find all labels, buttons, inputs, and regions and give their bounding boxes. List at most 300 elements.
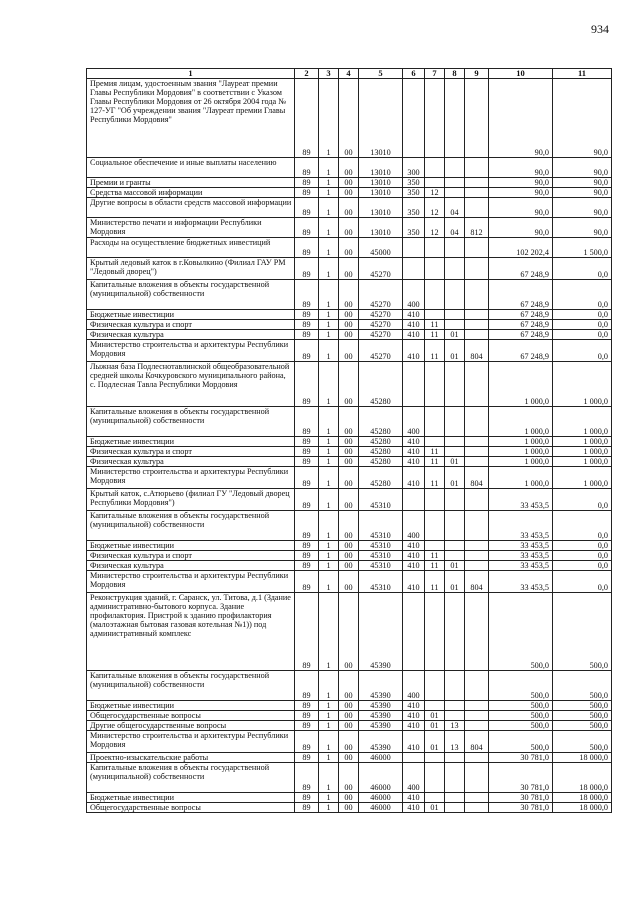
code-gr-main-cell	[465, 593, 489, 671]
code-vr-cell: 410	[403, 721, 425, 731]
amount-10-cell: 30 781,0	[489, 763, 553, 793]
code-target-cell: 46000	[359, 753, 403, 763]
code-4-cell: 00	[339, 593, 359, 671]
code-rz-cell	[425, 671, 445, 701]
code-rz-cell	[425, 793, 445, 803]
code-vr-cell: 410	[403, 571, 425, 593]
amount-11-cell: 1 000,0	[553, 362, 612, 407]
code-target-cell: 45280	[359, 447, 403, 457]
code-target-cell: 45270	[359, 330, 403, 340]
code-gr-cell: 89	[295, 803, 319, 813]
code-3-cell: 1	[319, 158, 339, 178]
amount-10-cell: 1 000,0	[489, 362, 553, 407]
code-gr-main-cell	[465, 803, 489, 813]
code-vr-cell: 410	[403, 561, 425, 571]
code-gr-cell: 89	[295, 407, 319, 437]
amount-11-cell: 500,0	[553, 671, 612, 701]
code-rz-cell: 11	[425, 467, 445, 489]
code-target-cell: 13010	[359, 198, 403, 218]
budget-table	[86, 68, 612, 813]
code-rz-cell	[425, 437, 445, 447]
code-vr-cell	[403, 258, 425, 280]
code-pr-cell: 01	[445, 340, 465, 362]
code-pr-cell	[445, 489, 465, 511]
table-row	[87, 541, 612, 551]
amount-10-cell: 33 453,5	[489, 511, 553, 541]
code-pr-cell	[445, 541, 465, 551]
code-gr-main-cell	[465, 198, 489, 218]
code-pr-cell	[445, 437, 465, 447]
amount-10-cell: 33 453,5	[489, 541, 553, 551]
code-4-cell: 00	[339, 457, 359, 467]
code-target-cell: 45280	[359, 437, 403, 447]
table-row	[87, 763, 612, 793]
code-pr-cell	[445, 310, 465, 320]
code-4-cell: 00	[339, 310, 359, 320]
table-row	[87, 489, 612, 511]
amount-10-cell: 90,0	[489, 188, 553, 198]
code-gr-main-cell: 804	[465, 571, 489, 593]
amount-10-cell: 500,0	[489, 721, 553, 731]
amount-10-cell: 90,0	[489, 158, 553, 178]
table-row	[87, 407, 612, 437]
code-3-cell: 1	[319, 447, 339, 457]
code-gr-main-cell	[465, 320, 489, 330]
code-gr-cell: 89	[295, 571, 319, 593]
row-name-cell: Физическая культура	[87, 457, 295, 467]
amount-10-cell: 67 248,9	[489, 258, 553, 280]
code-gr-main-cell	[465, 711, 489, 721]
amount-11-cell: 0,0	[553, 571, 612, 593]
code-3-cell: 1	[319, 511, 339, 541]
code-4-cell: 00	[339, 79, 359, 158]
code-rz-cell: 01	[425, 711, 445, 721]
code-gr-main-cell	[465, 489, 489, 511]
row-name-cell: Капитальные вложения в объекты государственной (муниципальной) собственности	[87, 407, 295, 437]
code-vr-cell: 350	[403, 178, 425, 188]
code-pr-cell: 01	[445, 561, 465, 571]
code-3-cell: 1	[319, 467, 339, 489]
row-name-cell: Капитальные вложения в объекты государственной (муниципальной) собственности	[87, 511, 295, 541]
code-gr-cell: 89	[295, 457, 319, 467]
code-3-cell: 1	[319, 330, 339, 340]
code-gr-cell: 89	[295, 731, 319, 753]
code-3-cell: 1	[319, 593, 339, 671]
amount-11-cell: 1 000,0	[553, 407, 612, 437]
code-target-cell: 45310	[359, 511, 403, 541]
code-gr-cell: 89	[295, 320, 319, 330]
code-4-cell: 00	[339, 188, 359, 198]
code-4-cell: 00	[339, 561, 359, 571]
code-3-cell: 1	[319, 178, 339, 188]
code-3-cell: 1	[319, 238, 339, 258]
row-name-cell: Физическая культура и спорт	[87, 551, 295, 561]
amount-11-cell: 90,0	[553, 178, 612, 188]
code-vr-cell: 410	[403, 541, 425, 551]
code-gr-cell: 89	[295, 561, 319, 571]
code-3-cell: 1	[319, 218, 339, 238]
code-gr-cell: 89	[295, 763, 319, 793]
amount-11-cell: 500,0	[553, 711, 612, 721]
code-3-cell: 1	[319, 188, 339, 198]
code-rz-cell: 11	[425, 571, 445, 593]
amount-11-cell: 90,0	[553, 188, 612, 198]
row-name-cell: Физическая культура и спорт	[87, 320, 295, 330]
code-vr-cell	[403, 753, 425, 763]
code-4-cell: 00	[339, 258, 359, 280]
header-cell: 7	[425, 69, 445, 79]
code-gr-main-cell	[465, 407, 489, 437]
code-gr-main-cell	[465, 79, 489, 158]
code-gr-main-cell	[465, 362, 489, 407]
code-pr-cell	[445, 158, 465, 178]
code-vr-cell: 410	[403, 310, 425, 320]
code-4-cell: 00	[339, 340, 359, 362]
row-name-cell: Крытый ледовый каток в г.Ковылкино (Филиал ГАУ РМ "Ледовый дворец")	[87, 258, 295, 280]
code-gr-main-cell	[465, 551, 489, 561]
code-gr-cell: 89	[295, 330, 319, 340]
table-row	[87, 447, 612, 457]
code-rz-cell	[425, 753, 445, 763]
code-3-cell: 1	[319, 407, 339, 437]
amount-10-cell: 33 453,5	[489, 571, 553, 593]
row-name-cell: Бюджетные инвестиции	[87, 701, 295, 711]
table-row	[87, 561, 612, 571]
amount-11-cell: 1 000,0	[553, 447, 612, 457]
code-4-cell: 00	[339, 447, 359, 457]
row-name-cell: Физическая культура	[87, 561, 295, 571]
code-rz-cell: 01	[425, 721, 445, 731]
code-target-cell: 45000	[359, 238, 403, 258]
row-name-cell: Министерство строительства и архитектуры Республики Мордовия	[87, 571, 295, 593]
row-name-cell: Общегосударственные вопросы	[87, 711, 295, 721]
code-pr-cell	[445, 551, 465, 561]
code-vr-cell: 300	[403, 158, 425, 178]
amount-10-cell: 1 000,0	[489, 437, 553, 447]
code-target-cell: 46000	[359, 763, 403, 793]
row-name-cell: Физическая культура и спорт	[87, 447, 295, 457]
code-gr-main-cell	[465, 671, 489, 701]
table-row	[87, 320, 612, 330]
amount-10-cell: 1 000,0	[489, 407, 553, 437]
amount-10-cell: 30 781,0	[489, 803, 553, 813]
code-gr-main-cell	[465, 457, 489, 467]
code-target-cell: 13010	[359, 218, 403, 238]
code-4-cell: 00	[339, 671, 359, 701]
table-row	[87, 79, 612, 158]
code-target-cell: 45390	[359, 593, 403, 671]
code-3-cell: 1	[319, 340, 339, 362]
header-cell: 5	[359, 69, 403, 79]
code-3-cell: 1	[319, 803, 339, 813]
code-rz-cell: 11	[425, 340, 445, 362]
code-pr-cell	[445, 793, 465, 803]
amount-10-cell: 67 248,9	[489, 280, 553, 310]
code-gr-main-cell	[465, 541, 489, 551]
code-vr-cell	[403, 593, 425, 671]
code-3-cell: 1	[319, 79, 339, 158]
code-3-cell: 1	[319, 320, 339, 330]
amount-11-cell: 0,0	[553, 330, 612, 340]
amount-11-cell: 18 000,0	[553, 793, 612, 803]
code-target-cell: 45310	[359, 571, 403, 593]
code-pr-cell	[445, 753, 465, 763]
code-target-cell: 13010	[359, 188, 403, 198]
code-rz-cell	[425, 593, 445, 671]
code-4-cell: 00	[339, 711, 359, 721]
table-row	[87, 258, 612, 280]
code-vr-cell: 410	[403, 731, 425, 753]
code-target-cell: 45310	[359, 489, 403, 511]
amount-11-cell: 0,0	[553, 280, 612, 310]
code-pr-cell	[445, 79, 465, 158]
code-4-cell: 00	[339, 511, 359, 541]
code-gr-cell: 89	[295, 198, 319, 218]
code-pr-cell	[445, 178, 465, 188]
code-gr-cell: 89	[295, 79, 319, 158]
code-pr-cell	[445, 511, 465, 541]
code-pr-cell	[445, 701, 465, 711]
code-gr-main-cell	[465, 188, 489, 198]
row-name-cell: Лыжная база Подлеснотавлинской общеобразовательной средней школы Кочкуровского муниципального района, с. Подлесная Тавла Республики Мордовия	[87, 362, 295, 407]
code-4-cell: 00	[339, 330, 359, 340]
code-target-cell: 45310	[359, 561, 403, 571]
table-row	[87, 238, 612, 258]
code-gr-cell: 89	[295, 541, 319, 551]
code-gr-cell: 89	[295, 340, 319, 362]
header-cell: 1	[87, 69, 295, 79]
code-4-cell: 00	[339, 280, 359, 310]
amount-11-cell: 0,0	[553, 258, 612, 280]
code-rz-cell	[425, 238, 445, 258]
code-vr-cell: 410	[403, 467, 425, 489]
code-4-cell: 00	[339, 489, 359, 511]
page-number: 934	[591, 22, 609, 36]
code-gr-main-cell	[465, 793, 489, 803]
amount-11-cell: 1 000,0	[553, 457, 612, 467]
amount-10-cell: 33 453,5	[489, 561, 553, 571]
amount-10-cell: 67 248,9	[489, 320, 553, 330]
code-4-cell: 00	[339, 793, 359, 803]
code-vr-cell	[403, 489, 425, 511]
code-target-cell: 45390	[359, 731, 403, 753]
row-name-cell: Капитальные вложения в объекты государственной (муниципальной) собственности	[87, 671, 295, 701]
amount-11-cell: 1 000,0	[553, 467, 612, 489]
code-gr-cell: 89	[295, 711, 319, 721]
code-3-cell: 1	[319, 721, 339, 731]
row-name-cell: Бюджетные инвестиции	[87, 793, 295, 803]
code-pr-cell	[445, 711, 465, 721]
amount-10-cell: 500,0	[489, 701, 553, 711]
amount-11-cell: 0,0	[553, 511, 612, 541]
code-pr-cell	[445, 362, 465, 407]
row-name-cell: Средства массовой информации	[87, 188, 295, 198]
amount-11-cell: 500,0	[553, 721, 612, 731]
amount-11-cell: 0,0	[553, 551, 612, 561]
table-row	[87, 340, 612, 362]
code-rz-cell	[425, 489, 445, 511]
code-target-cell: 45280	[359, 457, 403, 467]
code-pr-cell: 13	[445, 721, 465, 731]
code-pr-cell: 01	[445, 457, 465, 467]
code-4-cell: 00	[339, 238, 359, 258]
code-pr-cell	[445, 763, 465, 793]
amount-10-cell: 1 000,0	[489, 447, 553, 457]
table-row	[87, 310, 612, 320]
code-gr-cell: 89	[295, 511, 319, 541]
row-name-cell: Проектно-изыскательские работы	[87, 753, 295, 763]
code-gr-cell: 89	[295, 258, 319, 280]
code-rz-cell: 11	[425, 447, 445, 457]
code-3-cell: 1	[319, 198, 339, 218]
code-rz-cell: 11	[425, 330, 445, 340]
code-gr-cell: 89	[295, 218, 319, 238]
amount-10-cell: 90,0	[489, 198, 553, 218]
table-row	[87, 551, 612, 561]
code-rz-cell: 11	[425, 551, 445, 561]
code-rz-cell	[425, 280, 445, 310]
table-row	[87, 701, 612, 711]
code-gr-main-cell	[465, 310, 489, 320]
code-rz-cell	[425, 362, 445, 407]
code-gr-main-cell	[465, 561, 489, 571]
table-row	[87, 467, 612, 489]
amount-11-cell: 0,0	[553, 541, 612, 551]
code-gr-main-cell	[465, 763, 489, 793]
code-gr-main-cell	[465, 158, 489, 178]
code-4-cell: 00	[339, 158, 359, 178]
header-cell: 3	[319, 69, 339, 79]
header-cell: 6	[403, 69, 425, 79]
code-3-cell: 1	[319, 551, 339, 561]
row-name-cell: Физическая культура	[87, 330, 295, 340]
code-3-cell: 1	[319, 541, 339, 551]
code-gr-cell: 89	[295, 362, 319, 407]
amount-10-cell: 33 453,5	[489, 551, 553, 561]
code-gr-main-cell: 804	[465, 340, 489, 362]
amount-10-cell: 102 202,4	[489, 238, 553, 258]
code-target-cell: 13010	[359, 178, 403, 188]
code-vr-cell: 400	[403, 763, 425, 793]
code-gr-main-cell	[465, 178, 489, 188]
header-row	[87, 69, 612, 79]
code-vr-cell: 400	[403, 671, 425, 701]
row-name-cell: Другие общегосударственные вопросы	[87, 721, 295, 731]
amount-11-cell: 90,0	[553, 218, 612, 238]
code-pr-cell	[445, 407, 465, 437]
code-gr-cell: 89	[295, 753, 319, 763]
amount-11-cell: 0,0	[553, 310, 612, 320]
table-row	[87, 188, 612, 198]
header-cell: 10	[489, 69, 553, 79]
row-name-cell: Социальное обеспечение и иные выплаты населению	[87, 158, 295, 178]
table-body	[87, 79, 612, 813]
code-target-cell: 45270	[359, 280, 403, 310]
code-rz-cell: 12	[425, 188, 445, 198]
code-3-cell: 1	[319, 731, 339, 753]
code-rz-cell	[425, 701, 445, 711]
code-gr-main-cell	[465, 238, 489, 258]
amount-11-cell: 1 500,0	[553, 238, 612, 258]
code-pr-cell	[445, 258, 465, 280]
row-name-cell: Реконструкция зданий, г. Саранск, ул. Титова, д.1 (Здание административно-бытового корпуса. Здание профилактория. Пристрой к зданию профилактория (малоэтажная бытовая газовая котельная №1)) под административный комплекс	[87, 593, 295, 671]
amount-10-cell: 33 453,5	[489, 489, 553, 511]
code-target-cell: 45270	[359, 258, 403, 280]
code-vr-cell: 350	[403, 198, 425, 218]
amount-10-cell: 30 781,0	[489, 793, 553, 803]
amount-10-cell: 90,0	[489, 178, 553, 188]
code-pr-cell	[445, 593, 465, 671]
code-vr-cell: 400	[403, 407, 425, 437]
code-vr-cell: 410	[403, 711, 425, 721]
header-cell: 11	[553, 69, 612, 79]
amount-11-cell: 90,0	[553, 79, 612, 158]
code-target-cell: 45390	[359, 711, 403, 721]
amount-10-cell: 500,0	[489, 593, 553, 671]
code-pr-cell	[445, 671, 465, 701]
amount-10-cell: 67 248,9	[489, 330, 553, 340]
row-name-cell: Другие вопросы в области средств массовой информации	[87, 198, 295, 218]
header-cell: 8	[445, 69, 465, 79]
row-name-cell: Общегосударственные вопросы	[87, 803, 295, 813]
table-row	[87, 711, 612, 721]
code-4-cell: 00	[339, 362, 359, 407]
code-rz-cell	[425, 407, 445, 437]
code-target-cell: 46000	[359, 793, 403, 803]
code-gr-main-cell	[465, 258, 489, 280]
table-row	[87, 218, 612, 238]
amount-11-cell: 500,0	[553, 701, 612, 711]
code-vr-cell	[403, 79, 425, 158]
code-vr-cell	[403, 238, 425, 258]
code-vr-cell: 350	[403, 188, 425, 198]
amount-11-cell: 18 000,0	[553, 803, 612, 813]
code-vr-cell	[403, 362, 425, 407]
code-pr-cell: 13	[445, 731, 465, 753]
code-gr-cell: 89	[295, 437, 319, 447]
row-name-cell: Министерство строительства и архитектуры Республики Мордовия	[87, 340, 295, 362]
code-vr-cell: 410	[403, 320, 425, 330]
code-pr-cell	[445, 280, 465, 310]
code-gr-main-cell	[465, 511, 489, 541]
code-target-cell: 45270	[359, 320, 403, 330]
table-row	[87, 753, 612, 763]
code-3-cell: 1	[319, 763, 339, 793]
code-4-cell: 00	[339, 320, 359, 330]
table-row	[87, 511, 612, 541]
code-gr-cell: 89	[295, 793, 319, 803]
code-4-cell: 00	[339, 467, 359, 489]
code-pr-cell	[445, 238, 465, 258]
row-name-cell: Министерство печати и информации Республики Мордовия	[87, 218, 295, 238]
code-gr-main-cell	[465, 721, 489, 731]
code-pr-cell: 01	[445, 467, 465, 489]
row-name-cell: Крытый каток, с.Атюрьево (филиал ГУ "Ледовый дворец Республики Мордовия")	[87, 489, 295, 511]
row-name-cell: Бюджетные инвестиции	[87, 541, 295, 551]
code-3-cell: 1	[319, 437, 339, 447]
code-target-cell: 45310	[359, 551, 403, 561]
code-gr-cell: 89	[295, 551, 319, 561]
row-name-cell: Премии и гранты	[87, 178, 295, 188]
code-gr-cell: 89	[295, 489, 319, 511]
code-gr-cell: 89	[295, 158, 319, 178]
code-gr-cell: 89	[295, 280, 319, 310]
amount-11-cell: 90,0	[553, 158, 612, 178]
table-row	[87, 731, 612, 753]
row-name-cell: Расходы на осуществление бюджетных инвестиций	[87, 238, 295, 258]
code-3-cell: 1	[319, 753, 339, 763]
code-gr-main-cell	[465, 280, 489, 310]
